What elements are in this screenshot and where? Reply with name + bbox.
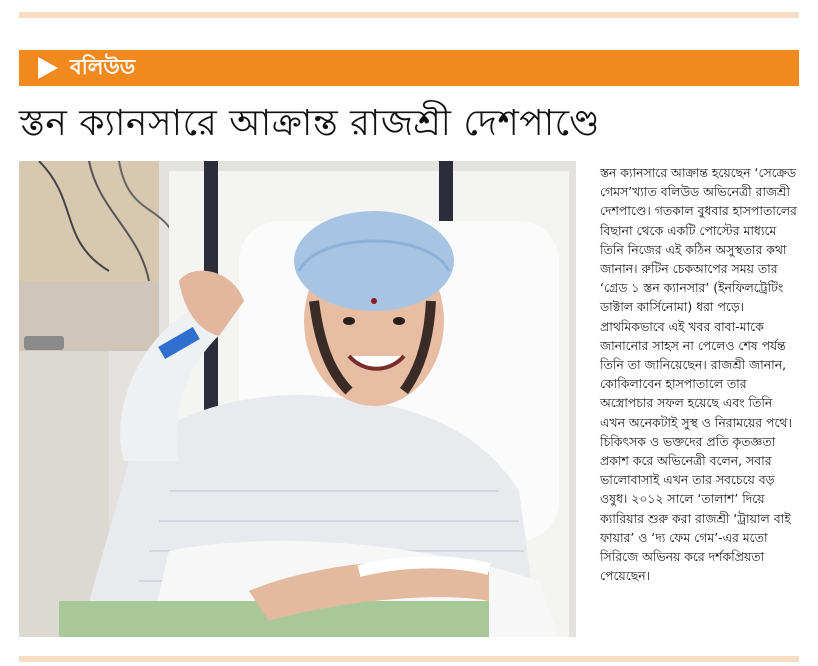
article-photo: [19, 161, 576, 637]
bottom-divider: [19, 656, 799, 662]
play-arrow-icon: [38, 57, 58, 79]
section-label: বলিউড: [70, 54, 136, 79]
top-divider: [19, 12, 799, 18]
section-header-bar: [19, 50, 799, 86]
hospital-patient-photo: [19, 161, 576, 637]
headline: স্তন ক্যানসারে আক্রান্ত রাজশ্রী দেশপাণ্ডে: [19, 103, 601, 144]
article-body: স্তন ক্যানসারে আক্রান্ত হয়েছেন ‘সেক্রেড গেমস’খ্যাত বলিউড অভিনেত্রী রাজশ্রী দেশপাণ্ডে। গতকাল বুধবার হাসপাতালের বিছানা থেকে একটি পোস্টের মাধ্যমে তিনি নিজের এই কঠিন অসুস্থতার কথা জানান। রুটিন চেকআপের সময় তার ‘গ্রেড ১ স্তন ক্যানসার’ (ইনফিলট্রেটিং ডাক্টাল কার্সিনোমা) ধরা পড়ে। প্রাথমিকভাবে এই খবর বাবা-মাকে জানানোর সাহস না পেলেও শেষ পর্যন্ত তিনি তা জানিয়েছেন। রাজশ্রী জানান, কোকিলাবেন হাসপাতালে তার অস্ত্রোপচার সফল হয়েছে এবং তিনি এখন অনেকটাই সুস্থ ও নিরাময়ের পথে। চিকিৎসক ও ভক্তদের প্রতি কৃতজ্ঞতা প্রকাশ করে অভিনেত্রী বলেন, সবার ভালোবাসাই এখন তার সবচেয়ে বড় ওষুধ। ২০১২ সালে ‘তালাশ’ দিয়ে ক্যারিয়ার শুরু করা রাজশ্রী ‘ট্রায়াল বাই ফায়ার’ ও ‘দ্য ফেম গেম’-এর মতো সিরিজে অভিনয় করে দর্শকপ্রিয়তা পেয়েছেন।: [600, 165, 797, 584]
